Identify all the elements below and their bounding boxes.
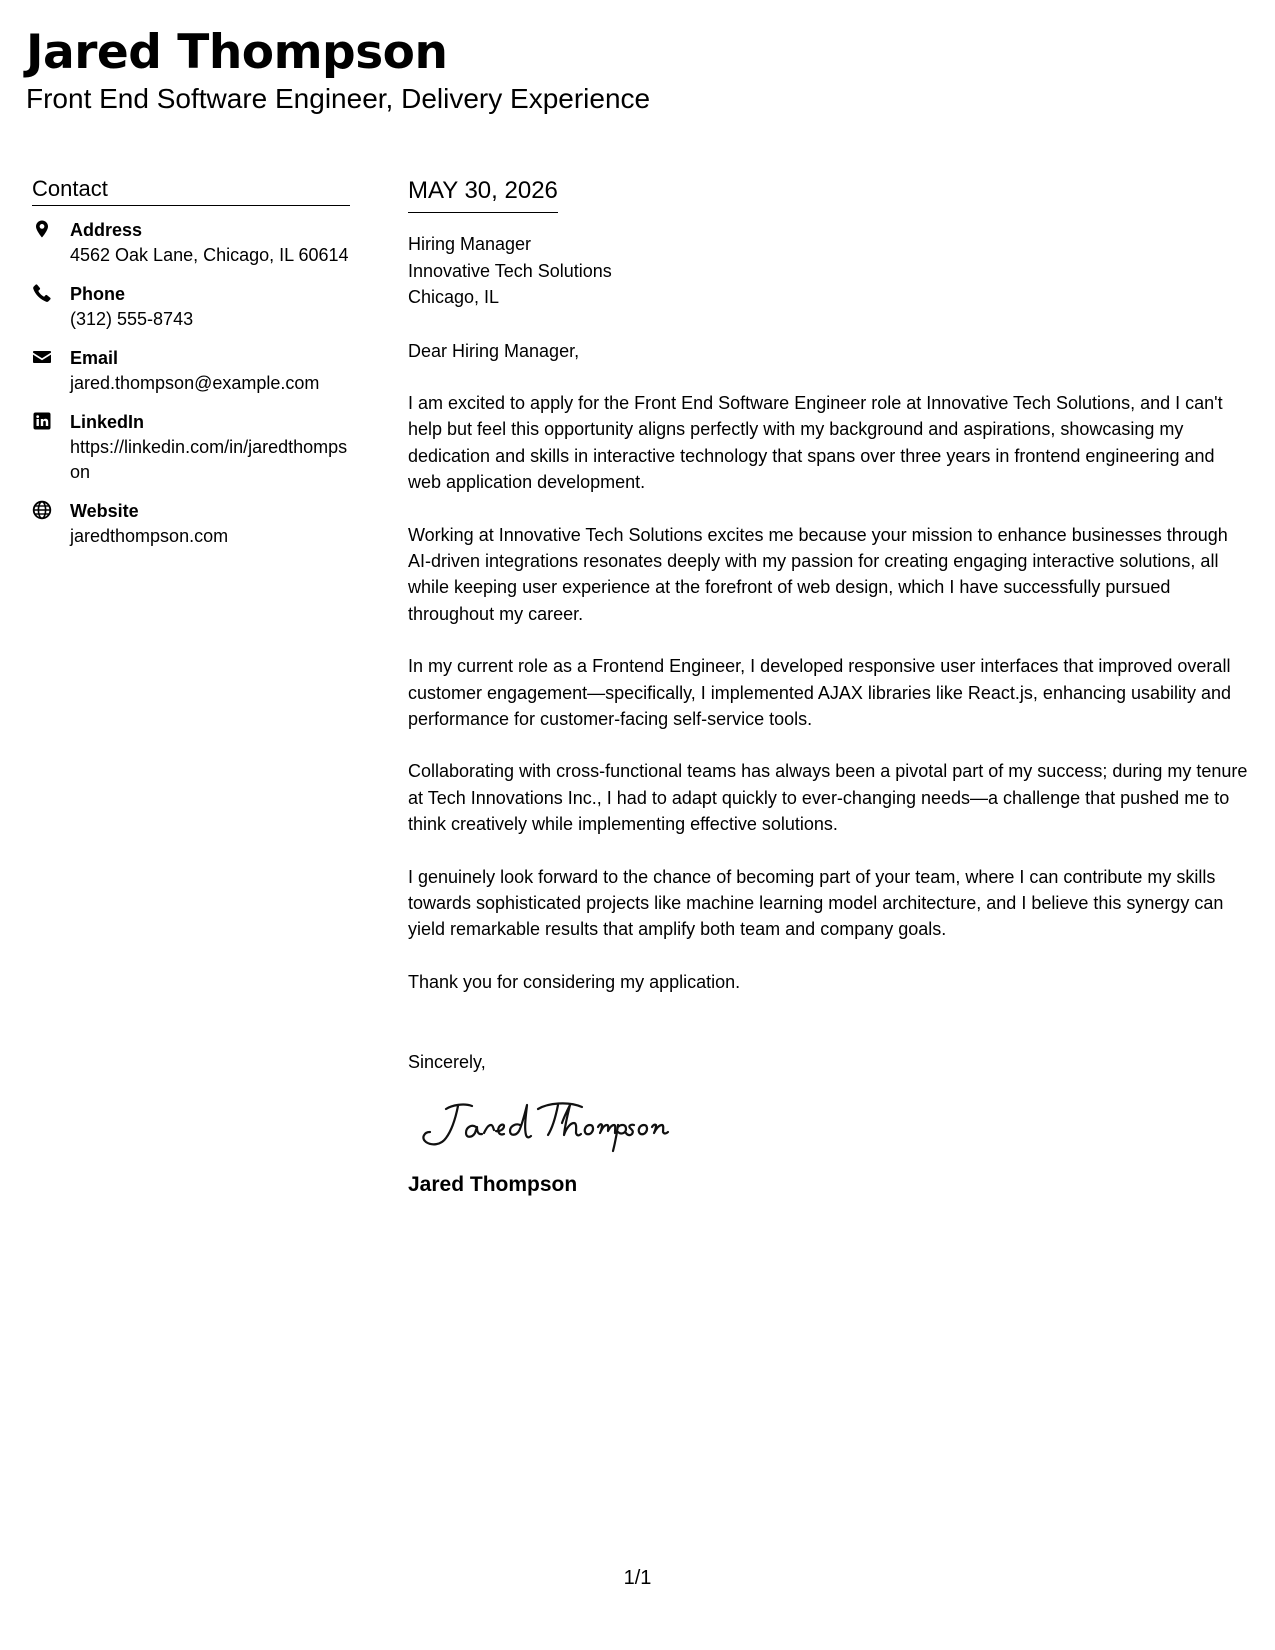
letter-header [26, 22, 650, 116]
phone-icon [32, 283, 52, 303]
email-icon [32, 347, 52, 367]
paragraph: Working at Innovative Tech Solutions excites me because your mission to enhance businesses through AI-driven integrations resonates deeply with my passion for creating engaging interactive solutions, all while keeping user experience at the forefront of web design, which I have successfully pursued throughout my career. [408, 524, 1228, 624]
paragraph: I am excited to apply for the Front End Software Engineer role at Innovative Tech Solutions, and I can't help but feel this opportunity aligns perfectly with my background and aspirations, showcasing my dedication and skills in interactive technology that spans over three years in frontend engineering and web application development. [408, 392, 1223, 493]
contact-value: 4562 Oak Lane, Chicago, IL 60614 [70, 245, 349, 265]
contact-value[interactable]: https://linkedin.com/in/jaredthompson [70, 437, 348, 482]
greeting: Dear Hiring Manager, [408, 340, 580, 361]
contact-label: Address [70, 220, 143, 240]
map-pin-icon [32, 219, 52, 239]
paragraph: I genuinely look forward to the chance of becoming part of your team, where I can contribute my skills towards sophisticated projects like machine learning model architecture, and I believe this synergy can yield remarkable results that amplify both team and company goals. [408, 866, 1224, 940]
contact-heading: Contact [32, 176, 350, 206]
applicant-name: Jared Thompson [26, 25, 448, 80]
paragraph: Thank you for considering my application. [408, 971, 741, 992]
paragraph: In my current role as a Frontend Engineer, I developed responsive user interfaces that improved overall customer engagement—specifically, I implemented AJAX libraries like React.js, enhancing usability and performance for customer-facing self-service tools. [408, 656, 1232, 729]
contact-value: (312) 555-8743 [70, 309, 194, 329]
globe-icon [32, 500, 52, 520]
contact-email [32, 346, 350, 396]
contact-label: Website [70, 501, 139, 521]
page-number: 1/1 [623, 1567, 652, 1589]
letter-body [408, 176, 1248, 1199]
signature-image [412, 1093, 672, 1157]
recipient-line: Hiring Manager [408, 234, 532, 254]
linkedin-icon [32, 411, 52, 431]
signer-name: Jared Thompson [408, 1173, 578, 1197]
letter-date: MAY 30, 2026 [408, 176, 558, 213]
contact-label: LinkedIn [70, 412, 145, 432]
contact-value[interactable]: jaredthompson.com [70, 526, 229, 546]
contact-value[interactable]: jared.thompson@example.com [70, 373, 320, 393]
recipient-line: Chicago, IL [408, 287, 500, 307]
contact-phone [32, 282, 350, 332]
job-title: Front End Software Engineer, Delivery Experience [26, 83, 651, 114]
recipient-line: Innovative Tech Solutions [408, 260, 612, 281]
contact-sidebar [32, 176, 350, 563]
closing: Sincerely, [408, 1052, 486, 1073]
contact-address [32, 218, 350, 268]
contact-website [32, 499, 350, 549]
contact-linkedin [32, 410, 350, 485]
contact-label: Phone [70, 284, 126, 304]
contact-label: Email [70, 348, 119, 368]
paragraph: Collaborating with cross-functional teams has always been a pivotal part of my success; during my tenure at Tech Innovations Inc., I had to adapt quickly to ever-changing needs—a challenge that pushed me to think creatively while implementing effective solutions. [408, 761, 1248, 835]
recipient-block [408, 231, 1248, 311]
